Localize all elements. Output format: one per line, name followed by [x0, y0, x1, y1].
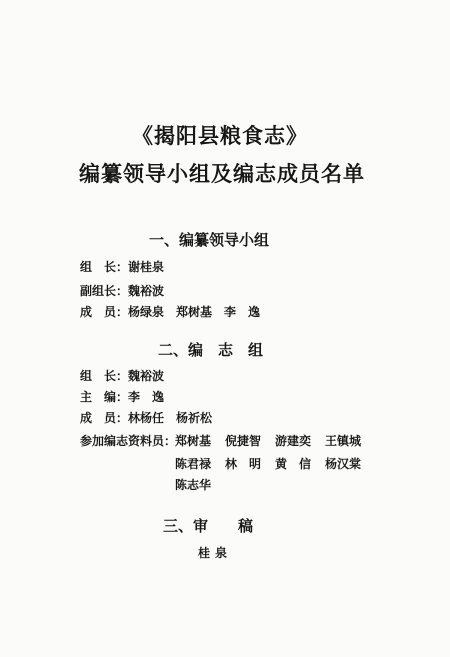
members-label: 成 员： [80, 411, 129, 425]
document-title: 《揭阳县粮食志》 [132, 123, 308, 148]
member-name: 郑树基 [176, 305, 213, 319]
member-name: 杨祈松 [176, 411, 213, 425]
contributors-row [175, 432, 375, 449]
contributor-name: 杨汉棠 [325, 457, 362, 471]
contributors-label: 参加编志资料员： [80, 434, 177, 448]
contributor-name: 郑树基 [175, 434, 212, 448]
member-name: 杨绿泉 [128, 305, 165, 319]
document-subtitle: 编纂领导小组及编志成员名单 [79, 161, 365, 186]
leader-name: 谢桂泉 [128, 260, 165, 274]
contributor-name: 陈志华 [175, 478, 212, 492]
contributor-name: 陈君禄 [175, 457, 212, 471]
contributor-name: 林 明 [225, 457, 262, 471]
contributor-name: 黄 信 [275, 457, 312, 471]
leader-label: 组 长： [80, 260, 129, 274]
deputy-label: 副组长： [80, 284, 129, 298]
section-heading-review: 三、审 稿 [163, 517, 254, 535]
leadership-deputy-line [80, 282, 164, 299]
leadership-members-line [80, 303, 272, 320]
editorial-leader-line [80, 367, 164, 384]
editor-name: 李 逸 [128, 390, 165, 404]
contributor-name: 游建奕 [275, 434, 312, 448]
editorial-editor-line [80, 388, 164, 405]
section-heading-editorial-group: 二、编 志 组 [158, 341, 264, 359]
contributors-line [80, 432, 176, 449]
section-heading-leadership: 一、编纂领导小组 [149, 231, 270, 249]
contributor-name: 倪捷智 [225, 434, 262, 448]
leader-label: 组 长： [80, 369, 129, 383]
leadership-leader-line [80, 258, 164, 275]
deputy-name: 魏裕波 [128, 284, 165, 298]
contributors-row [175, 455, 375, 472]
contributor-name: 王镇城 [325, 434, 362, 448]
editor-label: 主 编： [80, 390, 129, 404]
contributors-row [175, 476, 225, 493]
reviewer-name: 桂泉 [198, 546, 233, 560]
member-name: 李 逸 [224, 305, 261, 319]
member-name: 林杨任 [128, 411, 165, 425]
members-label: 成 员： [80, 305, 129, 319]
leader-name: 魏裕波 [128, 369, 165, 383]
editorial-members-line [80, 409, 224, 426]
